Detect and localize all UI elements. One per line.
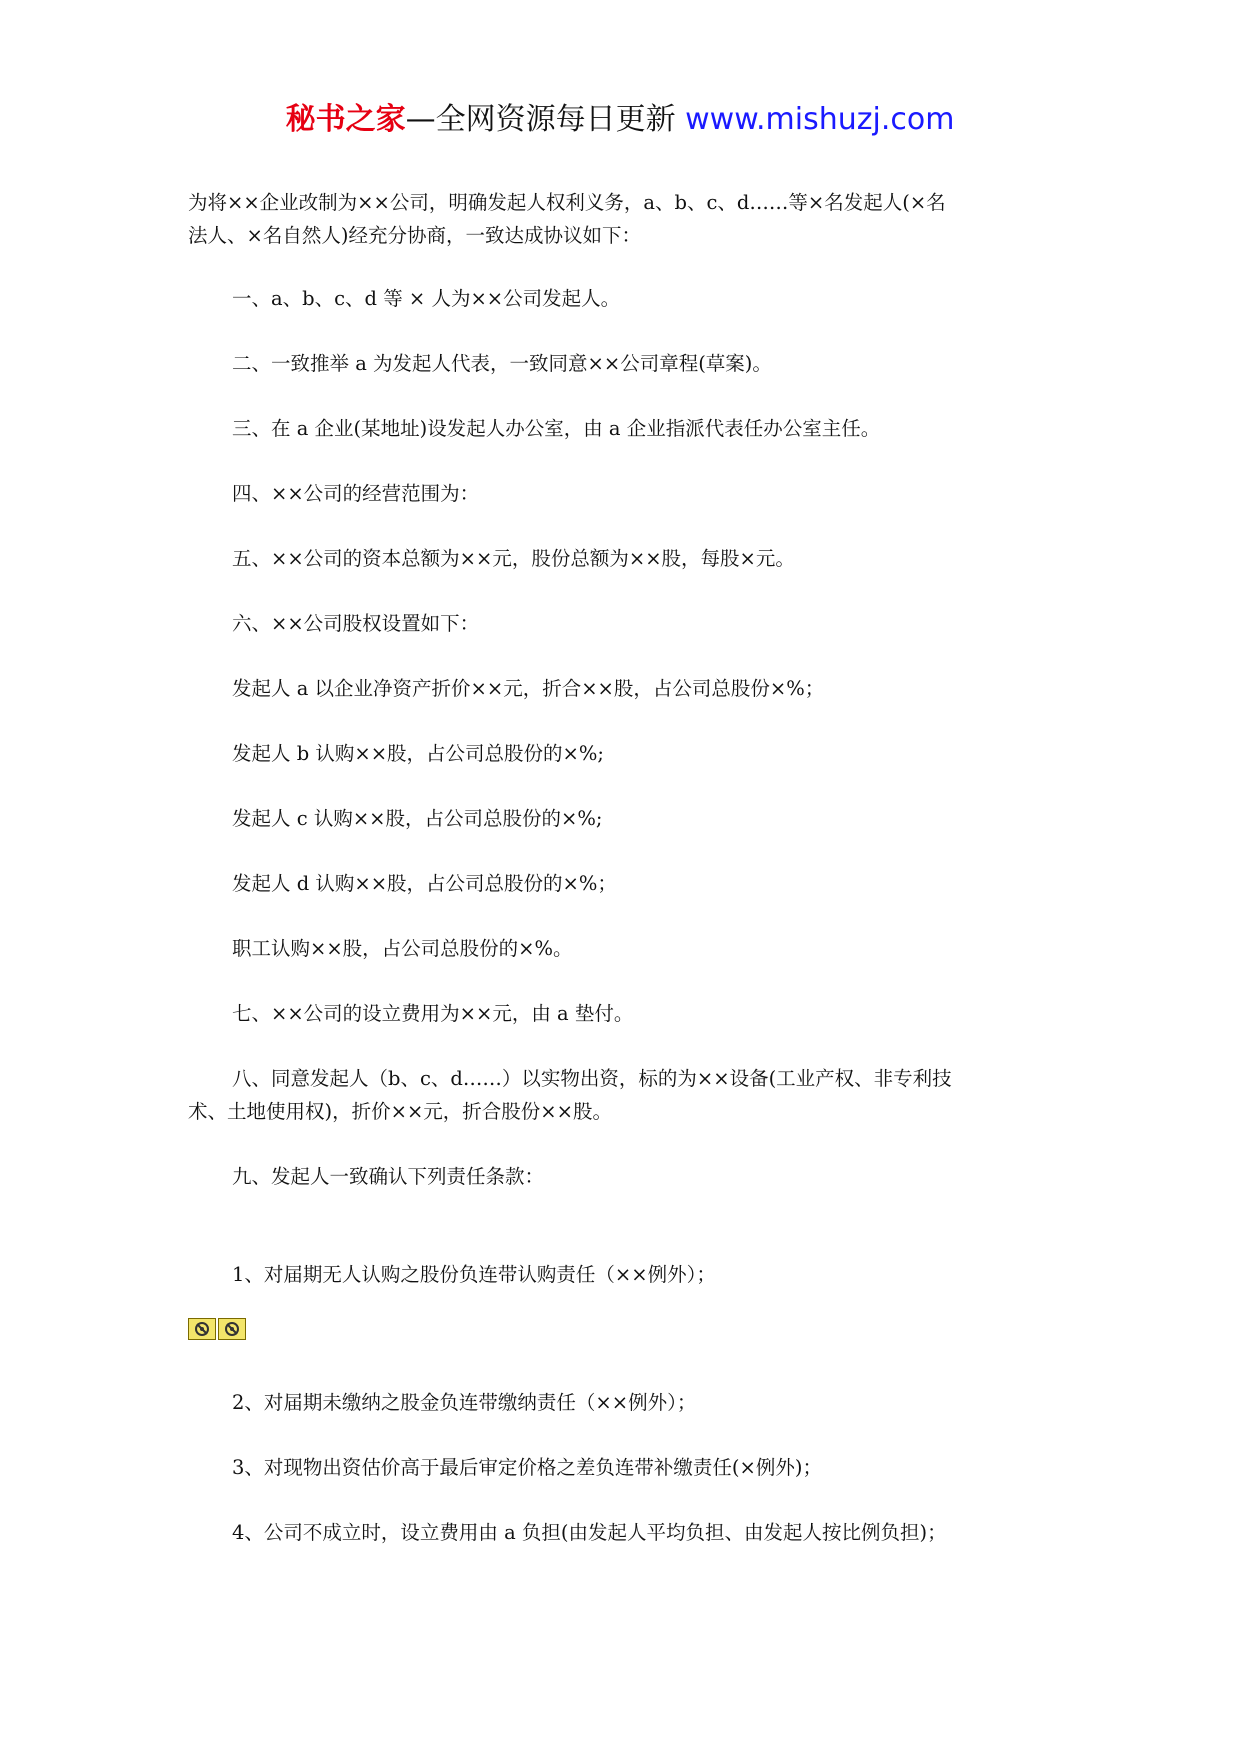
clause-3: 三、在 a 企业(某地址)设发起人办公室，由 a 企业指派代表任办公室主任。: [232, 417, 881, 440]
clause-4: 四、××公司的经营范围为：: [232, 482, 480, 505]
slogan: —全网资源每日更新: [405, 102, 686, 137]
clause-1: 一、a、b、c、d 等 × 人为××公司发起人。: [232, 287, 621, 310]
responsibility-4: 4、公司不成立时，设立费用由 a 负担(由发起人平均负担、由发起人按比例负担)；: [232, 1521, 947, 1544]
clause-9: 九、发起人一致确认下列责任条款：: [232, 1165, 545, 1188]
equity-employees: 职工认购××股，占公司总股份的×%。: [232, 937, 573, 960]
site-url-link[interactable]: www.mishuzj.com: [685, 102, 955, 137]
clause-8-line-1: 八、同意发起人（b、c、d……）以实物出资，标的为××设备(工业产权、非专利技: [232, 1067, 952, 1090]
clause-6: 六、××公司股权设置如下：: [232, 612, 480, 635]
clause-7: 七、××公司的设立费用为××元，由 a 垫付。: [232, 1002, 634, 1025]
equity-d: 发起人 d 认购××股，占公司总股份的×%；: [232, 872, 617, 895]
responsibility-3: 3、对现物出资估价高于最后审定价格之差负连带补缴责任(×例外)；: [232, 1456, 822, 1479]
responsibility-2: 2、对届期未缴纳之股金负连带缴纳责任（××例外）；: [232, 1391, 697, 1414]
responsibility-1: 1、对届期无人认购之股份负连带认购责任（××例外）；: [232, 1263, 716, 1286]
equity-a: 发起人 a 以企业净资产折价××元，折合××股，占公司总股份×%；: [232, 677, 825, 700]
clause-5: 五、××公司的资本总额为××元，股份总额为××股，每股×元。: [232, 547, 795, 570]
clip-art-icon: [188, 1318, 216, 1340]
clause-8-line-2: 术、土地使用权)，折价××元，折合股份××股。: [188, 1100, 612, 1123]
site-header: [0, 98, 1240, 142]
clip-art-icon: [218, 1318, 246, 1340]
intro-line-1: 为将××企业改制为××公司，明确发起人权利义务，a、b、c、d……等×名发起人(×名: [188, 191, 946, 214]
equity-c: 发起人 c 认购××股，占公司总股份的×%;: [232, 807, 603, 830]
intro-line-2: 法人、×名自然人)经充分协商，一致达成协议如下：: [188, 224, 641, 247]
brand-name: 秘书之家: [285, 102, 406, 137]
equity-b: 发起人 b 认购××股，占公司总股份的×%;: [232, 742, 604, 765]
clip-art-icons: [188, 1318, 246, 1340]
clause-2: 二、一致推举 a 为发起人代表，一致同意××公司章程(草案)。: [232, 352, 772, 375]
